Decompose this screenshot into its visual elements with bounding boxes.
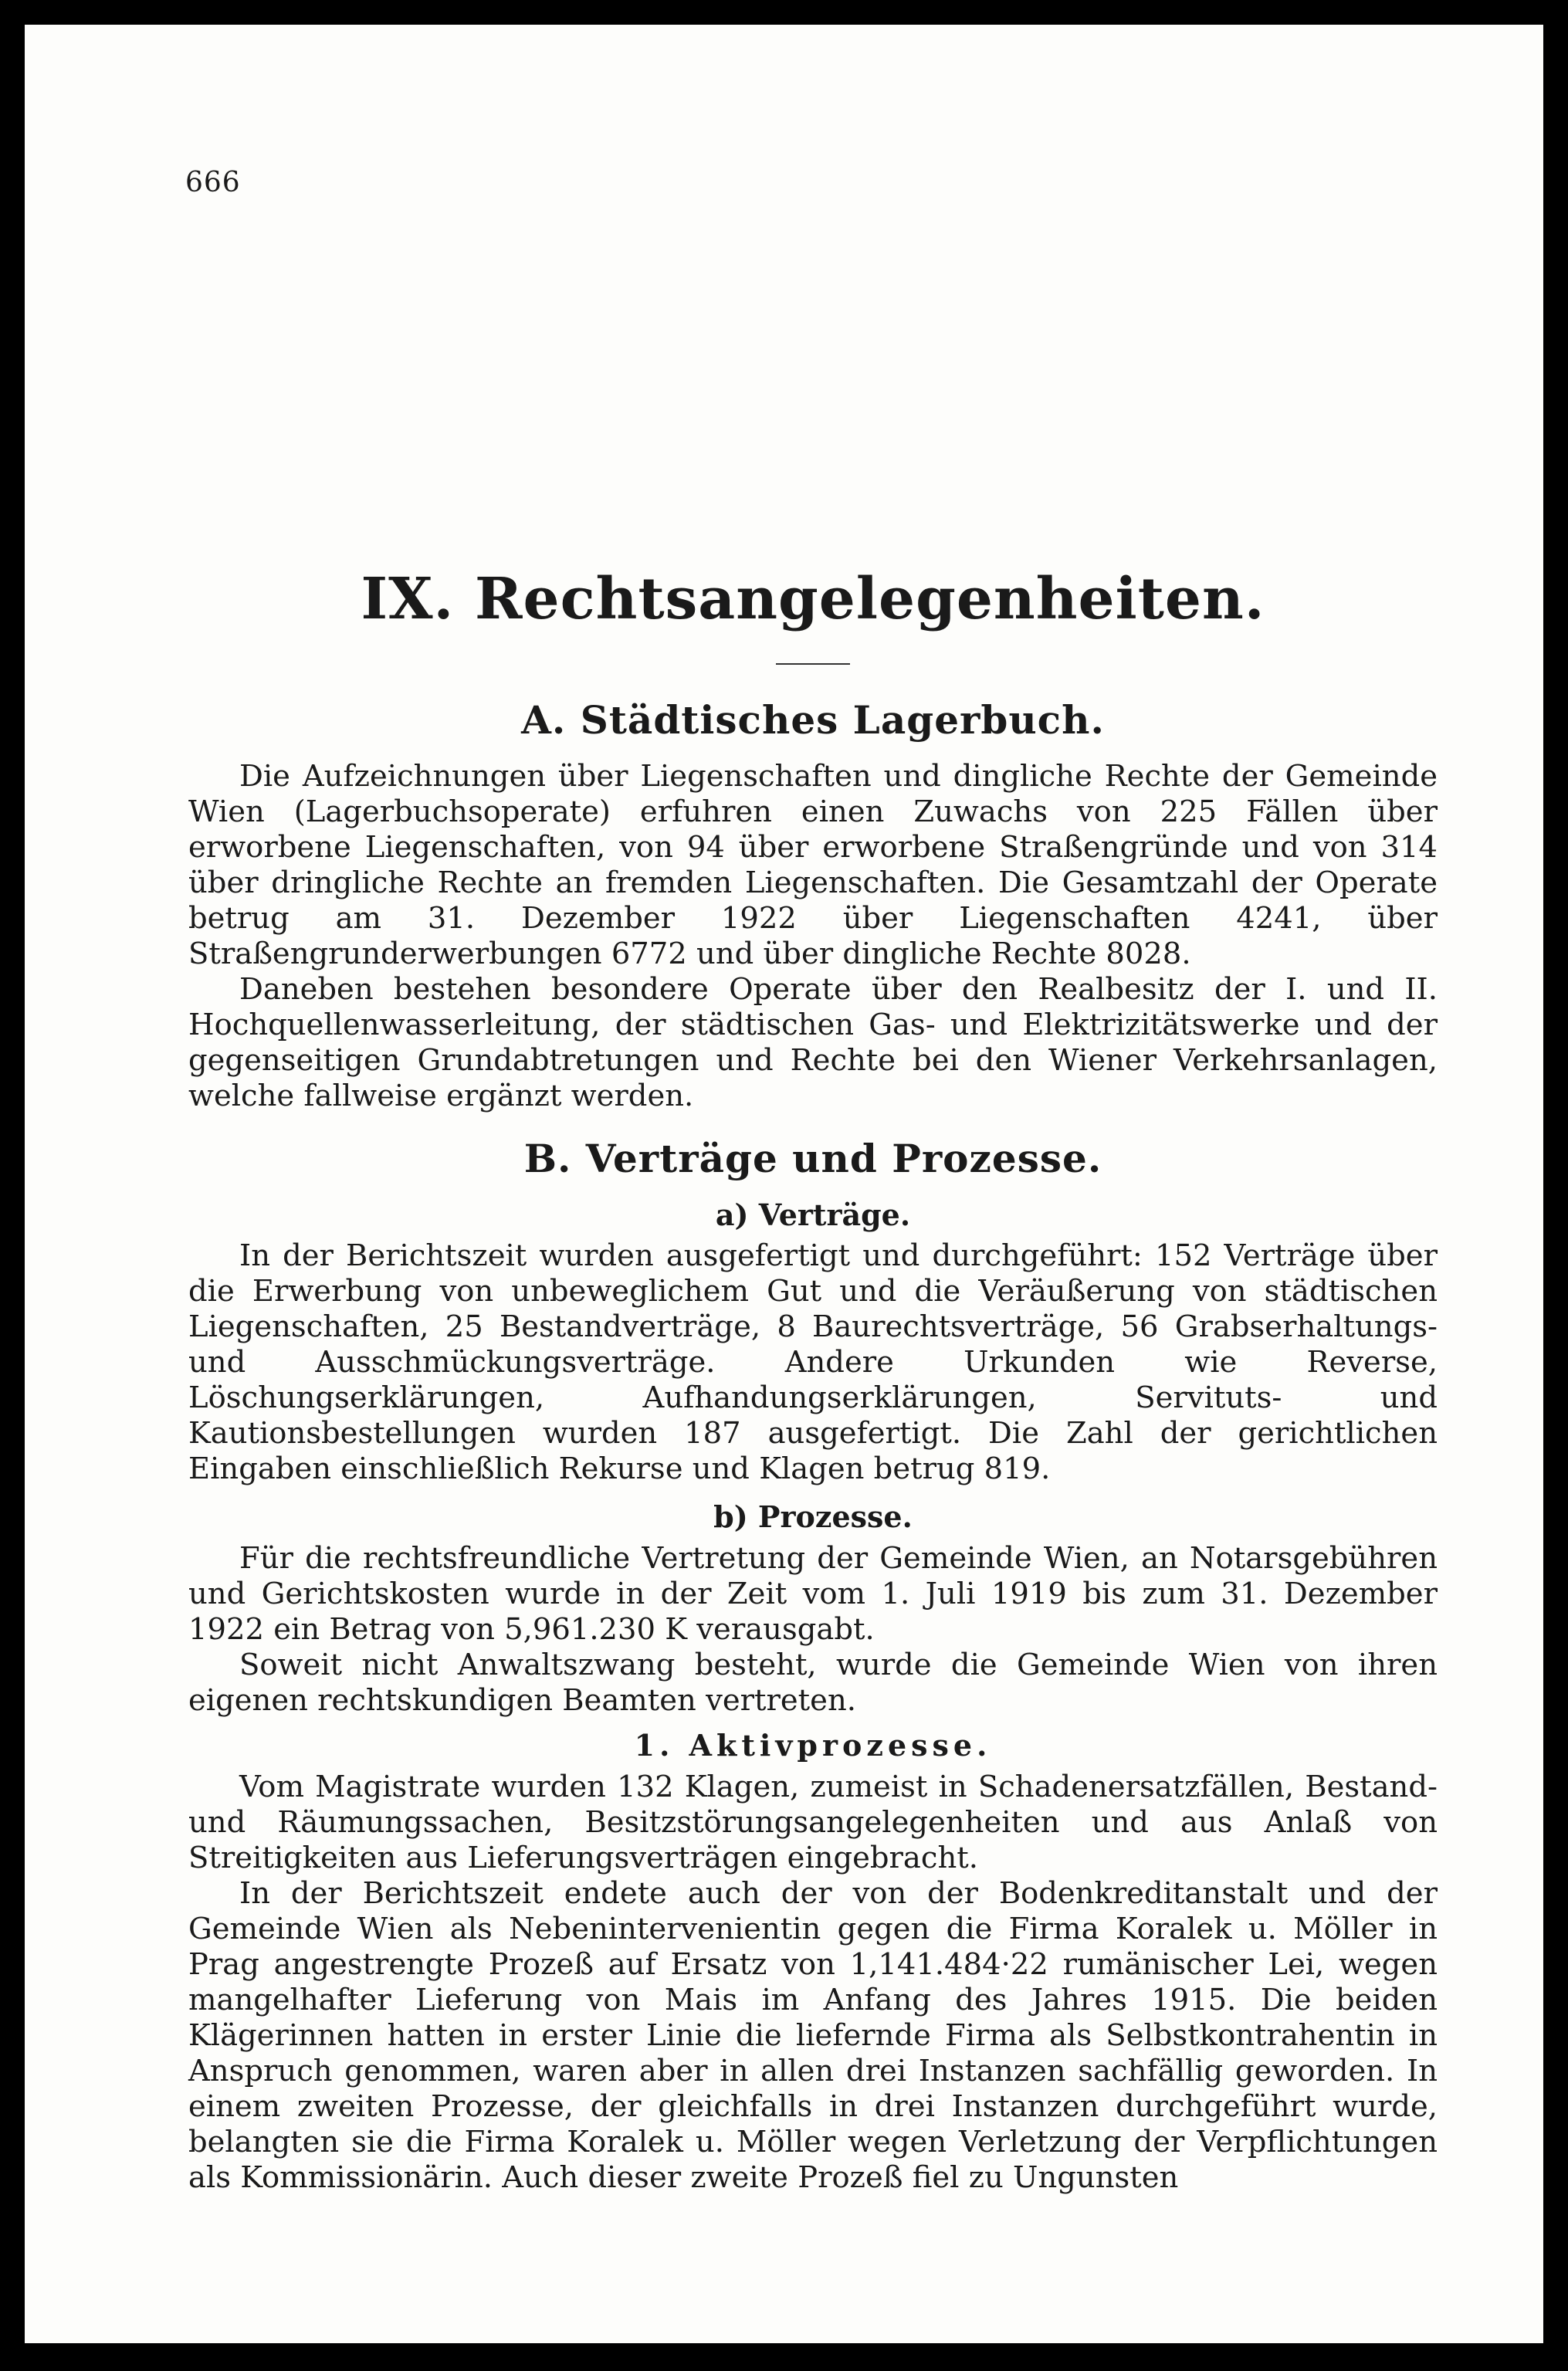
section-a-paragraph-1: Die Aufzeichnungen über Liegenschaften und dingliche Rechte der Gemeinde Wien (Lagerbuchsoperate) erfuhren einen Zuwachs von 225 Fällen über erworbene Liegenschaften, von 94 über erworbene Straßengründe und von 314 über dringliche Rechte an fremden Liegenschaften. Die Gesamtzahl der Operate betrug am 31. Dezember 1922 über Liegenschaften 4241, über Straßengrunderwerbungen 6772 und über dingliche Rechte 8028. — [188, 758, 1438, 971]
aktivprozesse-paragraph-1: Vom Magistrate wurden 132 Klagen, zumeist in Schadenersatzfällen, Bestand- und Räumungssachen, Besitzstörungsangelegenheiten und aus Anlaß von Streitigkeiten aus Lieferungsverträgen eingebracht. — [188, 1769, 1438, 1875]
subsection-b-paragraph-1: Für die rechtsfreundliche Vertretung der Gemeinde Wien, an Notarsgebühren und Gerichtskosten wurde in der Zeit vom 1. Juli 1919 bis zum 31. Dezember 1922 ein Betrag von 5,961.230 K verausgabt. — [188, 1540, 1438, 1647]
document-page — [25, 25, 1543, 2343]
chapter-title: IX. Rechtsangelegenheiten. — [361, 566, 1265, 632]
section-a-title: A. Städtisches Lagerbuch. — [521, 696, 1105, 743]
subsection-a-paragraph-1: In der Berichtszeit wurden ausgefertigt und durchgeführt: 152 Verträge über die Erwerbung von unbeweglichem Gut und die Veräußerung von städtischen Liegenschaften, 25 Bestandverträge, 8 Baurechtsverträge, 56 Grabserhaltungs- und Ausschmückungsverträge. Andere Urkunden wie Reverse, Löschungserklärungen, Aufhandungserklärungen, Servituts- und Kautionsbestellungen wurden 187 ausgefertigt. Die Zahl der gerichtlichen Eingaben einschließlich Rekurse und Klagen betrug 819. — [188, 1238, 1438, 1487]
section-a-paragraph-2: Daneben bestehen besondere Operate über den Realbesitz der I. und II. Hochquellenwasserleitung, der städtischen Gas- und Elektrizitätswerke und der gegenseitigen Grundabtretungen und Rechte bei den Wiener Verkehrsanlagen, welche fallweise ergänzt werden. — [188, 971, 1438, 1113]
subsection-a-title: a) Verträge. — [715, 1197, 911, 1232]
aktivprozesse-paragraph-2: In der Berichtszeit endete auch der von der Bodenkreditanstalt und der Gemeinde Wien als Nebenintervenientin gegen die Firma Koralek u. Möller in Prag angestrengte Prozeß auf Ersatz von 1,141.484·22 rumänischer Lei, wegen mangelhafter Lieferung von Mais im Anfang des Jahres 1915. Die beiden Klägerinnen hatten in erster Linie die liefernde Firma als Selbstkontrahentin in Anspruch genommen, waren aber in allen drei Instanzen sachfällig geworden. In einem zweiten Prozesse, der gleichfalls in drei Instanzen durchgeführt wurde, belangten sie die Firma Koralek u. Möller wegen Verletzung der Verpflichtungen als Kommissionärin. Auch dieser zweite Prozeß fiel zu Ungunsten — [188, 1875, 1438, 2195]
page-number: 666 — [185, 167, 241, 198]
aktivprozesse-title: 1. Aktivprozesse. — [634, 1727, 992, 1763]
title-divider — [776, 663, 850, 665]
subsection-b-paragraph-2: Soweit nicht Anwaltszwang besteht, wurde die Gemeinde Wien von ihren eigenen rechtskundigen Beamten vertreten. — [188, 1647, 1438, 1718]
section-b-title: B. Verträge und Prozesse. — [523, 1135, 1102, 1181]
page-content — [188, 565, 1438, 2196]
subsection-b-title: b) Prozesse. — [713, 1499, 913, 1535]
